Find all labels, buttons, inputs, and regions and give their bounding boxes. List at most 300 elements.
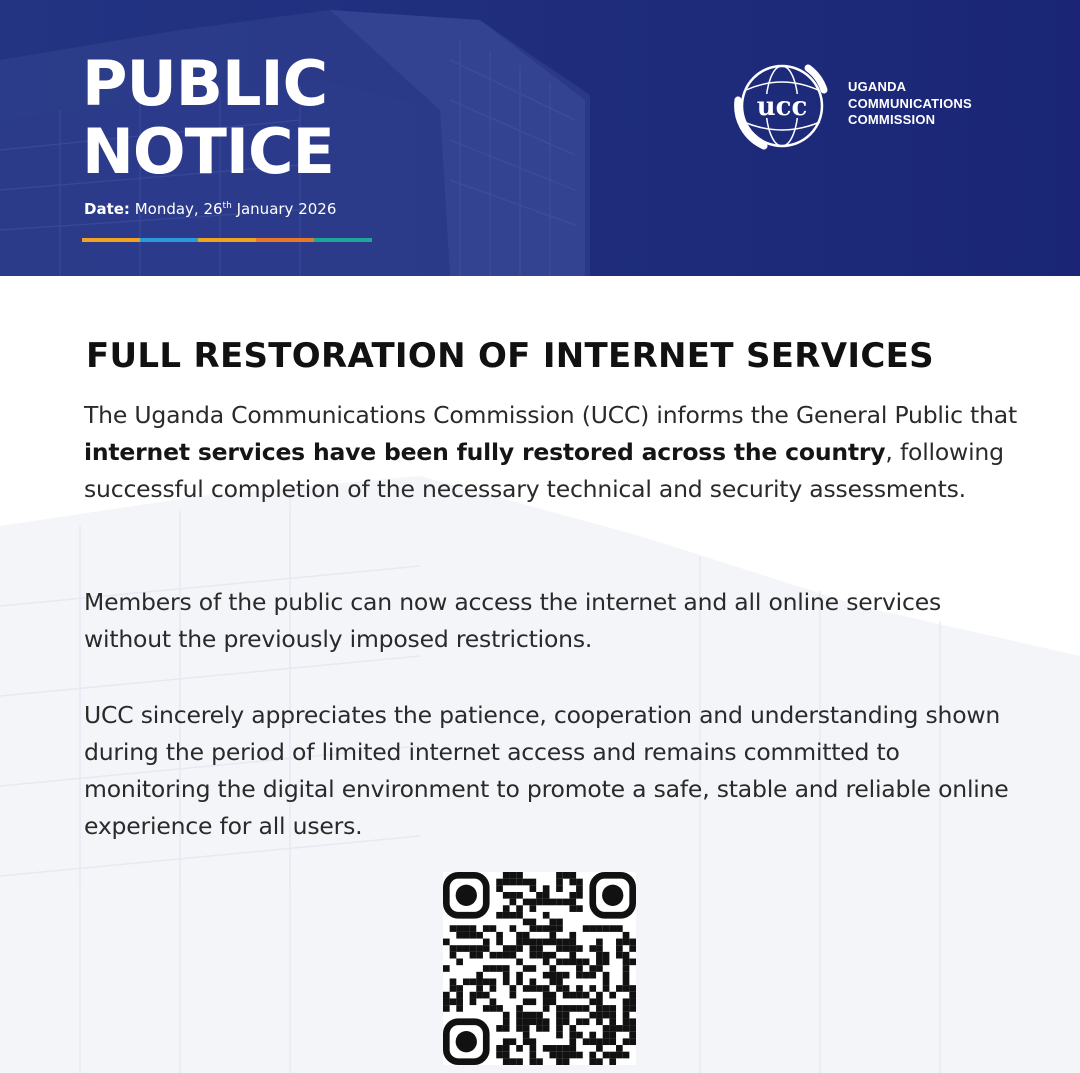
qr-module xyxy=(530,985,537,992)
qr-module xyxy=(556,899,563,906)
qr-module xyxy=(516,978,523,985)
notice-date xyxy=(84,200,336,218)
qr-module xyxy=(563,945,570,952)
qr-module xyxy=(516,945,523,952)
qr-module xyxy=(609,1005,616,1012)
qr-module xyxy=(569,992,576,999)
qr-module xyxy=(556,978,563,985)
qr-module xyxy=(536,1025,543,1032)
qr-module xyxy=(629,1005,636,1012)
qr-module xyxy=(530,978,537,985)
qr-module xyxy=(516,1045,523,1052)
qr-module xyxy=(536,945,543,952)
qr-module xyxy=(603,978,610,985)
qr-module xyxy=(569,945,576,952)
qr-module xyxy=(523,965,530,972)
qr-module xyxy=(483,978,490,985)
qr-module xyxy=(470,978,477,985)
qr-module xyxy=(589,1052,596,1059)
qr-module xyxy=(609,992,616,999)
qr-module xyxy=(569,879,576,886)
qr-module xyxy=(503,879,510,886)
qr-module xyxy=(576,959,583,966)
qr-module xyxy=(576,1032,583,1039)
qr-module xyxy=(623,932,630,939)
qr-module xyxy=(443,1005,450,1012)
qr-module xyxy=(563,939,570,946)
qr-module xyxy=(609,1052,616,1059)
qr-module xyxy=(556,1018,563,1025)
paragraph-1 xyxy=(84,397,1024,508)
qr-module xyxy=(496,1045,503,1052)
qr-module xyxy=(603,952,610,959)
qr-module xyxy=(556,985,563,992)
qr-module xyxy=(569,1038,576,1045)
qr-module xyxy=(623,1052,630,1059)
qr-module xyxy=(503,1012,510,1019)
qr-module xyxy=(629,1032,636,1039)
qr-finder-pattern xyxy=(446,875,486,915)
qr-module xyxy=(456,945,463,952)
qr-module xyxy=(503,978,510,985)
qr-module xyxy=(556,1005,563,1012)
qr-module xyxy=(530,885,537,892)
qr-module xyxy=(536,985,543,992)
qr-module xyxy=(476,945,483,952)
qr-module xyxy=(603,1025,610,1032)
qr-module xyxy=(583,1038,590,1045)
qr-module xyxy=(556,945,563,952)
qr-module xyxy=(530,1012,537,1019)
qr-module xyxy=(443,939,450,946)
qr-module xyxy=(596,998,603,1005)
qr-module xyxy=(543,885,550,892)
qr-module xyxy=(450,978,457,985)
qr-module xyxy=(556,872,563,879)
qr-module xyxy=(543,912,550,919)
qr-module xyxy=(470,992,477,999)
qr-module xyxy=(536,925,543,932)
qr-module xyxy=(556,1052,563,1059)
qr-module xyxy=(530,925,537,932)
qr-module xyxy=(503,872,510,879)
qr-module xyxy=(456,998,463,1005)
qr-module xyxy=(503,945,510,952)
qr-module xyxy=(583,992,590,999)
date-suffix: th xyxy=(222,201,232,211)
qr-module xyxy=(603,1005,610,1012)
qr-module xyxy=(476,972,483,979)
qr-module xyxy=(510,912,517,919)
qr-module xyxy=(596,1038,603,1045)
qr-module xyxy=(556,1045,563,1052)
qr-module xyxy=(563,1005,570,1012)
qr-module xyxy=(623,1018,630,1025)
qr-module xyxy=(510,985,517,992)
qr-module xyxy=(629,1018,636,1025)
qr-module xyxy=(490,998,497,1005)
qr-module xyxy=(456,985,463,992)
qr-module xyxy=(569,1032,576,1039)
qr-module xyxy=(563,872,570,879)
qr-module xyxy=(563,899,570,906)
qr-module xyxy=(589,972,596,979)
qr-module xyxy=(510,892,517,899)
qr-module xyxy=(603,925,610,932)
qr-module xyxy=(569,899,576,906)
qr-module xyxy=(549,978,556,985)
qr-module xyxy=(516,1058,523,1065)
logo-line-1: UGANDA xyxy=(848,79,907,94)
qr-module xyxy=(596,992,603,999)
qr-module xyxy=(549,992,556,999)
qr-module xyxy=(609,1058,616,1065)
qr-module xyxy=(556,1012,563,1019)
qr-module xyxy=(543,992,550,999)
qr-module xyxy=(470,952,477,959)
qr-module xyxy=(616,939,623,946)
qr-module xyxy=(456,1005,463,1012)
qr-module xyxy=(496,1005,503,1012)
qr-module xyxy=(603,1032,610,1039)
qr-module xyxy=(543,1045,550,1052)
qr-finder-pattern xyxy=(593,875,633,915)
qr-module xyxy=(543,1025,550,1032)
qr-module xyxy=(516,1025,523,1032)
qr-module xyxy=(530,1058,537,1065)
qr-module xyxy=(463,925,470,932)
qr-module xyxy=(549,998,556,1005)
qr-module xyxy=(503,972,510,979)
qr-module xyxy=(483,1005,490,1012)
qr-module xyxy=(463,932,470,939)
logo-wordmark xyxy=(848,79,972,129)
qr-module xyxy=(523,1012,530,1019)
qr-module xyxy=(543,985,550,992)
qr-module xyxy=(569,1005,576,1012)
date-label: Date: xyxy=(84,200,130,218)
qr-module xyxy=(503,952,510,959)
qr-module xyxy=(470,945,477,952)
qr-module xyxy=(523,1032,530,1039)
qr-module xyxy=(563,985,570,992)
qr-module xyxy=(543,1005,550,1012)
qr-module xyxy=(510,952,517,959)
qr-module xyxy=(576,879,583,886)
qr-module xyxy=(596,1012,603,1019)
qr-module xyxy=(589,1032,596,1039)
qr-module xyxy=(543,925,550,932)
notice-headline: FULL RESTORATION OF INTERNET SERVICES xyxy=(86,336,934,376)
p1-bold: internet services have been fully restored across the country xyxy=(84,438,886,466)
qr-module xyxy=(510,872,517,879)
qr-module xyxy=(496,939,503,946)
qr-module xyxy=(503,1025,510,1032)
qr-module xyxy=(549,1045,556,1052)
qr-module xyxy=(569,959,576,966)
qr-module xyxy=(463,978,470,985)
qr-module xyxy=(576,885,583,892)
qr-module xyxy=(596,1005,603,1012)
qr-module xyxy=(450,985,457,992)
qr-module xyxy=(589,1038,596,1045)
qr-module xyxy=(569,892,576,899)
header-banner xyxy=(0,0,1080,276)
qr-module xyxy=(583,1018,590,1025)
qr-module xyxy=(536,1058,543,1065)
qr-module xyxy=(583,972,590,979)
qr-module xyxy=(523,985,530,992)
qr-module xyxy=(563,1058,570,1065)
qr-module xyxy=(549,932,556,939)
qr-module xyxy=(516,939,523,946)
p1-end: , following successful completion of the necessary technical and security assessments. xyxy=(84,438,1004,503)
qr-module xyxy=(450,998,457,1005)
qr-module xyxy=(483,925,490,932)
qr-module xyxy=(589,985,596,992)
qr-module xyxy=(549,939,556,946)
qr-module xyxy=(490,978,497,985)
qr-module xyxy=(616,952,623,959)
qr-module xyxy=(490,1005,497,1012)
qr-module xyxy=(543,939,550,946)
qr-module xyxy=(576,972,583,979)
qr-module xyxy=(629,1038,636,1045)
qr-module xyxy=(556,959,563,966)
qr-module xyxy=(556,879,563,886)
qr-module xyxy=(596,1058,603,1065)
qr-module xyxy=(503,892,510,899)
qr-module xyxy=(530,919,537,926)
qr-code-icon[interactable] xyxy=(443,872,636,1065)
qr-module xyxy=(563,972,570,979)
qr-module xyxy=(543,952,550,959)
qr-module xyxy=(523,879,530,886)
paragraph-2: Members of the public can now access the internet and all online services without the previously imposed restrictions. xyxy=(84,588,942,653)
qr-module xyxy=(496,952,503,959)
qr-module xyxy=(569,872,576,879)
qr-module xyxy=(569,1045,576,1052)
qr-module xyxy=(543,959,550,966)
stripe-segment xyxy=(140,238,198,242)
qr-module xyxy=(569,952,576,959)
qr-module xyxy=(549,925,556,932)
qr-module xyxy=(496,932,503,939)
qr-module xyxy=(609,1032,616,1039)
qr-module xyxy=(596,965,603,972)
qr-module xyxy=(589,1058,596,1065)
qr-module xyxy=(563,1018,570,1025)
date-rest: January 2026 xyxy=(236,200,337,218)
qr-module xyxy=(589,925,596,932)
qr-module xyxy=(470,998,477,1005)
qr-module xyxy=(596,945,603,952)
qr-module xyxy=(503,1045,510,1052)
color-stripe xyxy=(82,238,372,242)
qr-module xyxy=(516,1005,523,1012)
qr-module xyxy=(530,965,537,972)
qr-module xyxy=(629,939,636,946)
qr-module xyxy=(609,1025,616,1032)
qr-module xyxy=(530,1018,537,1025)
qr-module xyxy=(450,925,457,932)
qr-module xyxy=(530,1045,537,1052)
qr-module xyxy=(516,1018,523,1025)
qr-module xyxy=(516,892,523,899)
qr-module xyxy=(516,872,523,879)
qr-module xyxy=(569,1025,576,1032)
qr-module xyxy=(589,945,596,952)
qr-module xyxy=(563,1052,570,1059)
qr-module xyxy=(569,939,576,946)
qr-module xyxy=(503,1038,510,1045)
qr-module xyxy=(510,925,517,932)
qr-module xyxy=(516,1012,523,1019)
logo-line-3: COMMISSION xyxy=(848,112,936,127)
qr-module xyxy=(623,1005,630,1012)
qr-module xyxy=(443,998,450,1005)
qr-module xyxy=(623,939,630,946)
qr-module xyxy=(623,1012,630,1019)
qr-module xyxy=(456,992,463,999)
qr-module xyxy=(516,932,523,939)
qr-module xyxy=(543,892,550,899)
qr-module xyxy=(503,905,510,912)
qr-module xyxy=(476,978,483,985)
qr-module xyxy=(503,965,510,972)
qr-module xyxy=(609,1012,616,1019)
qr-module xyxy=(623,965,630,972)
qr-module xyxy=(523,919,530,926)
qr-module xyxy=(516,912,523,919)
qr-module xyxy=(496,1025,503,1032)
qr-module xyxy=(616,945,623,952)
qr-module xyxy=(456,959,463,966)
qr-module xyxy=(483,939,490,946)
qr-module xyxy=(476,952,483,959)
qr-module xyxy=(583,925,590,932)
qr-module xyxy=(623,1025,630,1032)
qr-module xyxy=(576,985,583,992)
qr-module xyxy=(496,965,503,972)
qr-module xyxy=(530,998,537,1005)
qr-module xyxy=(503,912,510,919)
stripe-segment xyxy=(82,238,140,242)
qr-module xyxy=(483,945,490,952)
qr-module xyxy=(589,998,596,1005)
qr-module xyxy=(596,1018,603,1025)
qr-module xyxy=(490,985,497,992)
qr-module xyxy=(536,1012,543,1019)
qr-module xyxy=(470,925,477,932)
qr-module xyxy=(629,1025,636,1032)
qr-module xyxy=(483,965,490,972)
qr-module xyxy=(596,925,603,932)
qr-module xyxy=(556,919,563,926)
qr-module xyxy=(623,959,630,966)
qr-module xyxy=(556,1058,563,1065)
qr-module xyxy=(510,899,517,906)
qr-module xyxy=(623,952,630,959)
qr-module xyxy=(450,952,457,959)
qr-module xyxy=(503,1052,510,1059)
qr-module xyxy=(603,1038,610,1045)
qr-module xyxy=(443,965,450,972)
qr-module xyxy=(576,1052,583,1059)
qr-module xyxy=(523,899,530,906)
notice-title xyxy=(82,47,334,188)
qr-module xyxy=(530,1038,537,1045)
qr-module xyxy=(536,892,543,899)
qr-module xyxy=(530,939,537,946)
qr-module xyxy=(530,899,537,906)
qr-module xyxy=(563,992,570,999)
qr-module xyxy=(536,939,543,946)
qr-module xyxy=(603,985,610,992)
qr-module xyxy=(576,945,583,952)
qr-module xyxy=(596,1045,603,1052)
qr-module xyxy=(556,925,563,932)
qr-module xyxy=(503,1018,510,1025)
qr-module xyxy=(496,912,503,919)
qr-module xyxy=(556,939,563,946)
qr-module xyxy=(490,925,497,932)
qr-module xyxy=(576,965,583,972)
qr-module xyxy=(490,965,497,972)
qr-module xyxy=(623,978,630,985)
qr-module xyxy=(549,952,556,959)
qr-module xyxy=(530,952,537,959)
qr-module xyxy=(516,972,523,979)
qr-module xyxy=(516,959,523,966)
qr-module xyxy=(583,1005,590,1012)
qr-module xyxy=(549,965,556,972)
qr-module xyxy=(556,972,563,979)
qr-module xyxy=(576,892,583,899)
qr-module xyxy=(483,992,490,999)
qr-module xyxy=(543,972,550,979)
qr-module xyxy=(596,952,603,959)
qr-module xyxy=(450,945,457,952)
p1-start: The Uganda Communications Commission (UCC) informs the General Public that xyxy=(84,401,1017,429)
qr-module xyxy=(490,952,497,959)
qr-module xyxy=(576,992,583,999)
qr-module xyxy=(596,939,603,946)
qr-module xyxy=(510,879,517,886)
qr-module xyxy=(530,945,537,952)
qr-module xyxy=(629,959,636,966)
qr-module xyxy=(549,919,556,926)
qr-module xyxy=(623,998,630,1005)
qr-module xyxy=(576,1005,583,1012)
qr-module xyxy=(603,1052,610,1059)
qr-module xyxy=(523,1038,530,1045)
qr-module xyxy=(510,1058,517,1065)
qr-module xyxy=(556,885,563,892)
qr-module xyxy=(543,1018,550,1025)
qr-module xyxy=(589,965,596,972)
qr-module xyxy=(576,905,583,912)
qr-module xyxy=(510,992,517,999)
qr-module xyxy=(536,952,543,959)
qr-module xyxy=(523,998,530,1005)
qr-module xyxy=(530,905,537,912)
qr-module xyxy=(616,1052,623,1059)
stripe-segment xyxy=(314,238,372,242)
qr-module xyxy=(523,1018,530,1025)
date-weekday: Monday, 26 xyxy=(134,200,223,218)
qr-module xyxy=(496,885,503,892)
